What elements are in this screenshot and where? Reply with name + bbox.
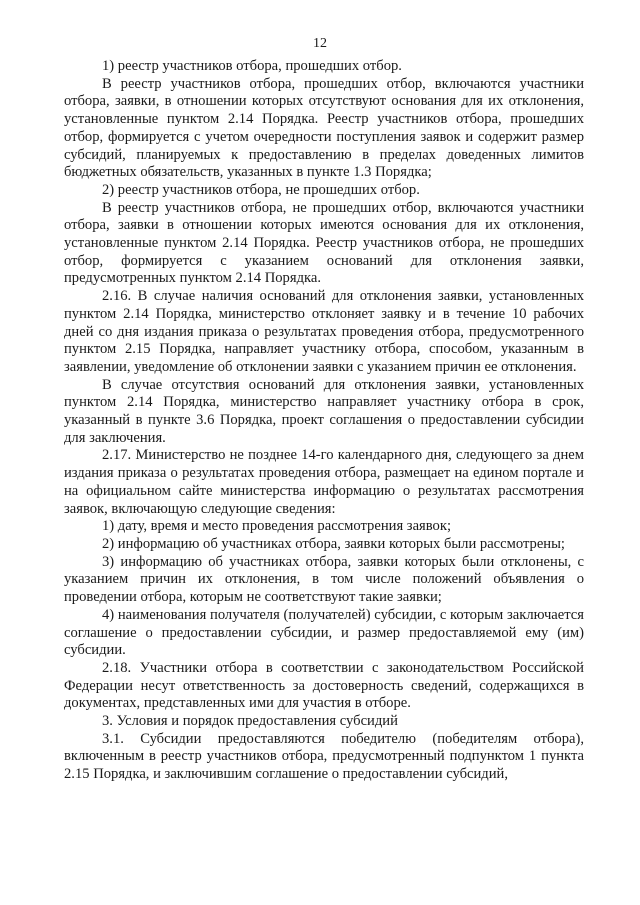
paragraph-registry-not-passed: В реестр участников отбора, не прошедших отбор, включаются участники отбора, заявки в отношении которых имеются основания для их отклонения, установленные пунктом 2.14 Порядка. Реестр участников отбора, не прошедших отбор, формируется с указанием оснований для отклонения заявки, предусмотренных пунктом 2.14 Порядка. bbox=[64, 199, 584, 287]
list-item-4: 4) наименования получателя (получателей) субсидии, с которым заключается соглашение о предоставлении субсидии, и размер предоставляемой ему (им) субсидии. bbox=[64, 606, 584, 659]
clause-3-1: 3.1. Субсидии предоставляются победителю (победителям отбора), включенным в реестр участников отбора, предусмотренный подпунктом 1 пункта 2.15 Порядка, и заключившим соглашение о предоставлении субсидий, bbox=[64, 730, 584, 783]
list-item-registry-passed: 1) реестр участников отбора, прошедших отбор. bbox=[102, 58, 402, 74]
clause-2-16: 2.16. В случае наличия оснований для отклонения заявки, установленных пунктом 2.14 Порядка, министерство отклоняет заявку и в течение 10 рабочих дней со дня издания приказа о результатах проведения отбора, предусмотренного пунктом 2.15 Порядка, направляет участнику отбора, способом, указанным в заявлении, уведомление об отклонении заявки с указанием причин ее отклонения. bbox=[64, 288, 584, 375]
clause-2-17: 2.17. Министерство не позднее 14-го календарного дня, следующего за днем издания приказа о результатах проведения отбора, размещает на едином портале и на официальном сайте министерства информацию о результатах рассмотрения заявок, включающую следующие сведения: bbox=[64, 447, 584, 517]
page-number: 12 bbox=[313, 36, 327, 51]
list-item-2: 2) информацию об участниках отбора, заявки которых были рассмотрены; bbox=[102, 535, 565, 552]
list-item-3: 3) информацию об участниках отбора, заявки которых были отклонены, с указанием причин их отклонения, в том числе положений объявления о проведении отбора, которым не соответствуют такие заявки; bbox=[64, 553, 584, 606]
paragraph-registry-passed: В реестр участников отбора, прошедших отбор, включаются участники отбора, заявки, в отношении которых отсутствуют основания для их отклонения, установленные пунктом 2.14 Порядка. Реестр участников отбора, прошедших отбор, формируется с учетом очередности поступления заявок и содержит размер субсидий, планируемых к предоставлению в пределах доведенных лимитов бюджетных обязательств, указанных в пункте 1.3 Порядка; bbox=[64, 75, 584, 181]
list-item-1: 1) дату, время и место проведения рассмотрения заявок; bbox=[102, 518, 451, 535]
section-heading: 3. Условия и порядок предоставления субсидий bbox=[102, 713, 398, 730]
paragraph-no-grounds: В случае отсутствия оснований для отклонения заявки, установленных пунктом 2.14 Порядка, министерство направляет участнику отбора в срок, указанный в пункте 3.6 Порядка, проект соглашения о предоставлении субсидии для заключения. bbox=[64, 376, 584, 446]
clause-2-18: 2.18. Участники отбора в соответствии с законодательством Российской Федерации несут ответственность за достоверность сведений, содержащихся в документах, представленных ими для участия в отборе. bbox=[64, 659, 584, 712]
list-item-registry-not-passed: 2) реестр участников отбора, не прошедших отбор. bbox=[102, 181, 420, 198]
document-body bbox=[64, 58, 584, 784]
